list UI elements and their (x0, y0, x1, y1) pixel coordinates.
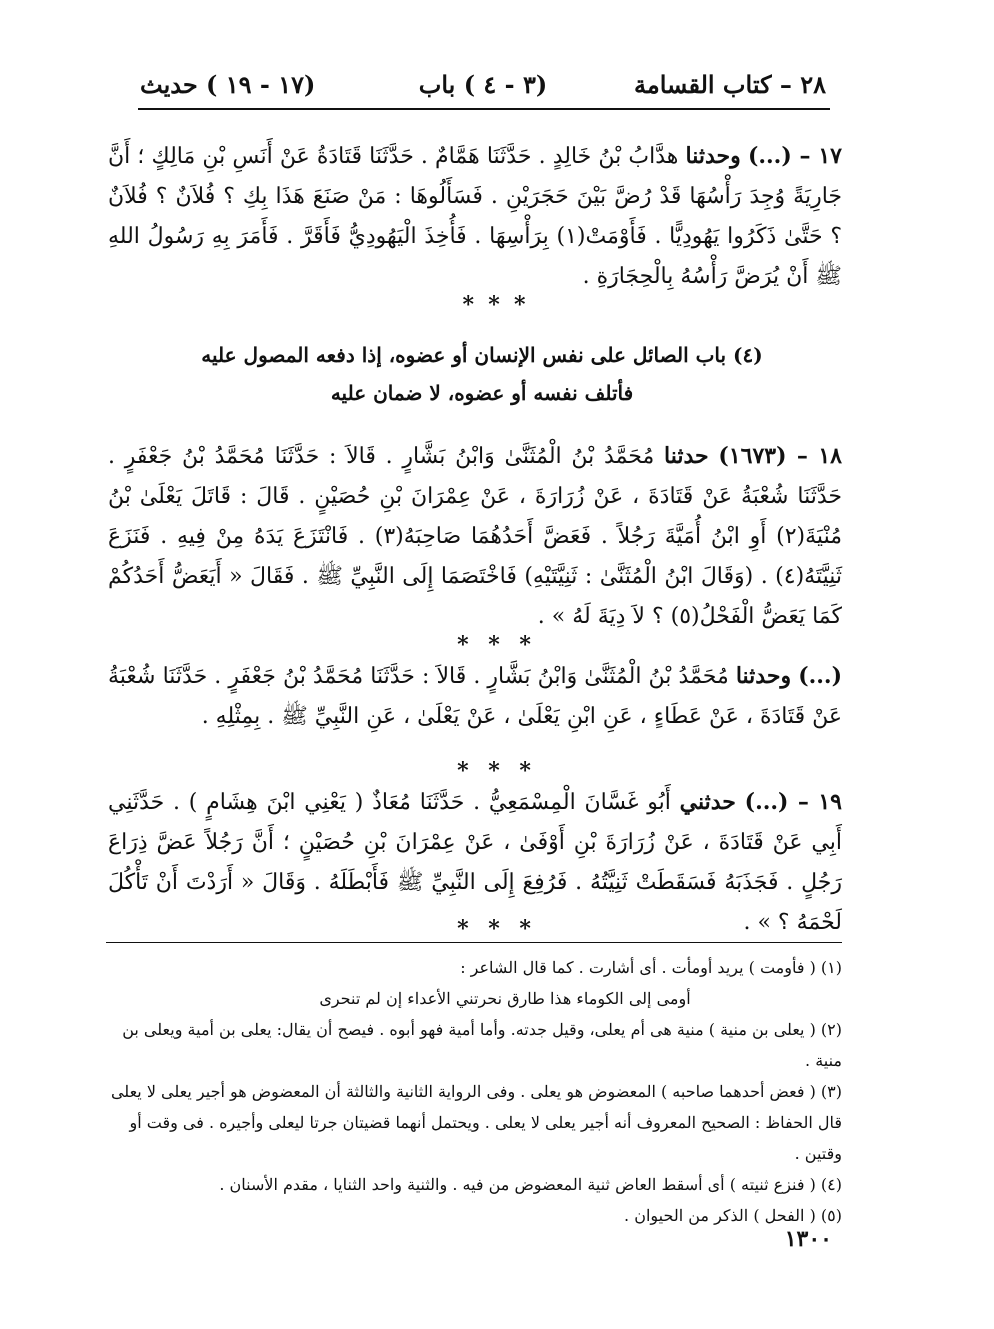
hadith-18 (108, 436, 842, 637)
hadith-opening: حدثني (679, 789, 736, 815)
hadith-18-variant (108, 656, 842, 737)
hadith-number: ١٧ – (...) (747, 143, 842, 169)
footnote-rule (106, 942, 842, 943)
hadith-text: مُحَمَّدُ بْنُ الْمُثَنَّىٰ وَابْنُ بَشَّارٍ . قَالاَ : حَدَّثَنَا مُحَمَّدُ بْنُ جَعْفَرٍ . حَدَّثَنَا شُعْبَةُ عَنْ قَتَادَةَ ، عَنْ زُرَارَةَ ، عَنْ عِمْرَانَ بْنِ حُصَيْنٍ . قَالَ : قَاتَلَ يَعْلَىٰ بْنُ مُنْيَةَ(٢) أَوِ ابْنُ أُمَيَّةَ رَجُلاً . فَعَضَّ أَحَدُهُمَا صَاحِبَهُ(٣) . فَانْتَزَعَ يَدَهُ مِنْ فِيهِ . فَنَزَعَ ثَنِيَّتَهُ(٤) . (وَقَالَ ابْنُ الْمُثَنَّىٰ : ثَنِيَّتَيْهِ) فَاخْتَصَمَا إِلَى النَّبِيِّ ﷺ . فَقَالَ « أَيَعَضُّ أَحَدُكُمْ كَمَا يَعَضُّ الْفَحْلُ(٥) ؟ لاَ دِيَةَ لَهُ » . (108, 444, 842, 629)
header-hadith-range: (١٧ - ١٩ ) حديث (140, 70, 316, 99)
hadith-text: أَبُو غَسَّانَ الْمِسْمَعِيُّ . حَدَّثَنَا مُعَاذٌ ( يَعْنِي ابْنَ هِشَامٍ ) . حَدَّثَنِي أَبِي عَنْ قَتَادَةَ ، عَنْ زُرَارَةَ بْنِ أَوْفَىٰ ، عَنْ عِمْرَانَ بْنِ حُصَيْنٍ ؛ أَنَّ رَجُلاً عَضَّ ذِرَاعَ رَجُلٍ . فَجَذَبَهُ فَسَقَطَتْ ثَنِيَّتُهُ . فَرُفِعَ إِلَى النَّبِيِّ ﷺ فَأَبْطَلَهُ . وَقَالَ « أَرَدْتَ أَنْ تَأْكُلَ لَحْمَهُ ؟ » . (108, 790, 842, 935)
footnotes (108, 952, 842, 1231)
hadith-number: (...) (798, 663, 842, 689)
page-number: ١٣٠٠ (784, 1226, 832, 1252)
separator-stars: * * * (457, 758, 537, 784)
separator-stars: * * * (457, 632, 537, 658)
running-header (140, 70, 826, 106)
hadith-number: ١٨ – (١٦٧٣) (718, 443, 842, 469)
hadith-text: مُحَمَّدُ بْنُ الْمُثَنَّىٰ وَابْنُ بَشَّارٍ . قَالاَ : حَدَّثَنَا مُحَمَّدُ بْنُ جَعْفَرٍ . حَدَّثَنَا شُعْبَةُ عَنْ قَتَادَةَ ، عَنْ عَطَاءٍ ، عَنِ ابْنِ يَعْلَىٰ ، عَنْ يَعْلَىٰ ، عَنِ النَّبِيِّ ﷺ . بِمِثْلِهِ . (108, 664, 842, 729)
chapter-heading-line2: فأتلف نفسه أو عضوه، لا ضمان عليه (330, 381, 634, 405)
footnote-2: (٢) ( يعلى بن منية ) منية هى أم يعلى، وقيل جدته. وأما أمية فهو أبوه . فيصح أن يقال: يعلى بن أمية ويعلى بن منية . (122, 1020, 842, 1070)
chapter-heading (200, 336, 764, 412)
separator-stars: * * * (462, 292, 532, 318)
footnote-verse: أومى إلى الكوماء هذا طارق نحرتني الأعداء إن لم تنحرى (319, 989, 691, 1008)
hadith-opening: حدثنا (664, 443, 709, 469)
hadith-number: ١٩ – (...) (744, 789, 842, 815)
footnote-3-continued: قال الحفاظ : الصحيح المعروف أنه أجير يعلى لا يعلى . ويحتمل أنهما قضيتان جرتا ليعلى وأجيره . فى وقت أو وقتين . (129, 1113, 842, 1163)
footnote-5: (٥) ( الفحل ) الذكر من الحيوان . (624, 1206, 842, 1225)
header-book-title: ٢٨ – كتاب القسامة (634, 70, 826, 99)
hadith-text: هدَّابُ بْنُ خَالِدٍ . حَدَّثَنَا هَمَّامٌ . حَدَّثَنَا قَتَادَةُ عَنْ أَنَسِ بْنِ مَالِكٍ ؛ أَنَّ جَارِيَةً وُجِدَ رَأْسُهَا قَدْ رُضَّ بَيْنَ حَجَرَيْنِ . فَسَأَلُوهَا : مَنْ صَنَعَ هَذَا بِكِ ؟ فُلاَنٌ ؟ فُلاَنٌ ؟ حَتَّىٰ ذَكَرُوا يَهُودِيًّا . فَأَوْمَتْ(١) بِرَأْسِهَا . فَأُخِذَ الْيَهُودِيُّ فَأَقَرَّ . فَأَمَرَ بِهِ رَسُولُ اللهِ ﷺ أَنْ يُرَضَّ رَأْسُهُ بِالْحِجَارَةِ . (108, 144, 842, 289)
header-chapter-ref: (٣ - ٤ ) باب (418, 70, 548, 99)
separator-stars: * * * (457, 916, 537, 942)
header-rule (138, 108, 830, 110)
hadith-opening: وحدثنا (735, 663, 792, 689)
footnote-1: (١) ( فأومت ) يريد أومأت . أى أشارت . كما قال الشاعر : (460, 958, 842, 977)
footnote-3: (٣) ( فعض أحدهما صاحبه ) المعضوض هو يعلى . وفى الرواية الثانية والثالثة أن المعضوض هو أجير يعلى لا يعلى (110, 1082, 842, 1101)
footnote-4: (٤) ( فنزع ثنيته ) أى أسقط العاض ثنية المعضوض من فيه . والثنية واحد الثنايا ، مقدم الأسنان . (219, 1175, 842, 1194)
hadith-opening: وحدثنا (685, 143, 741, 169)
hadith-17 (108, 136, 842, 297)
chapter-heading-line1: (٤) باب الصائل على نفس الإنسان أو عضوه، إذا دفعه المصول عليه (201, 343, 763, 367)
